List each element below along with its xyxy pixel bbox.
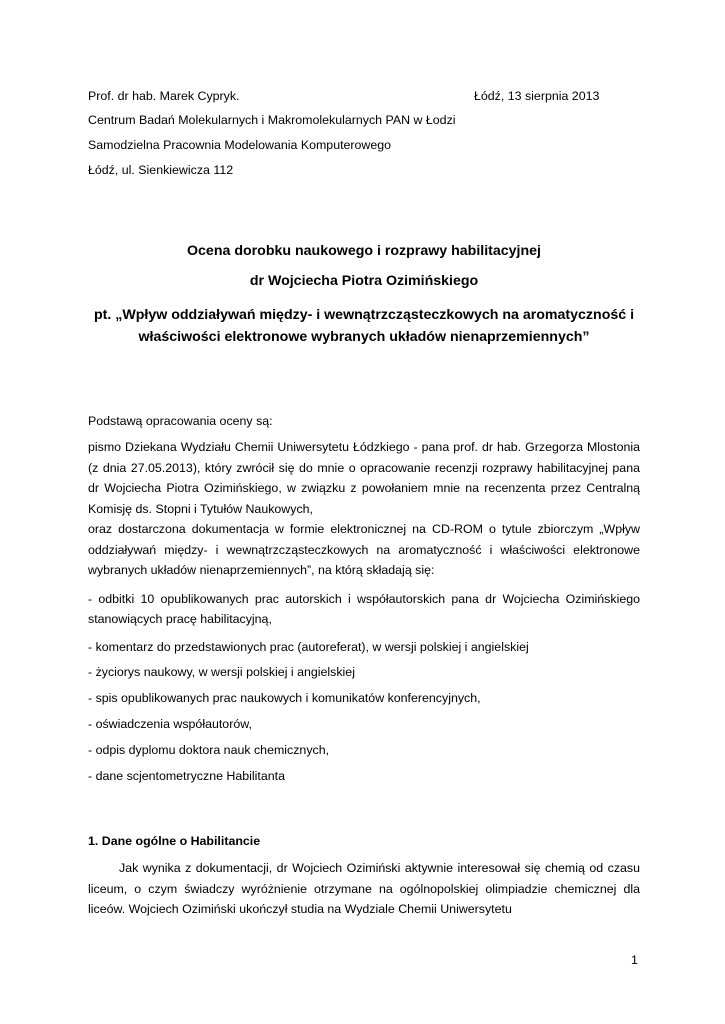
list-item: - odbitki 10 opublikowanych prac autorskich i współautorskich pana dr Wojciecha Ozimińskiego stanowiących pracę habilitacyjną, — [88, 592, 640, 626]
institution: Centrum Badań Molekularnych i Makromolekularnych PAN w Łodzi — [88, 113, 456, 127]
title-line-1: Ocena dorobku naukowego i rozprawy habilitacyjnej — [187, 243, 541, 259]
list-item: - komentarz do przedstawionych prac (autoreferat), w wersji polskiej i angielskiej — [88, 640, 529, 654]
list-item: - oświadczenia współautorów, — [88, 717, 252, 731]
list-item: - dane scjentometryczne Habilitanta — [88, 769, 285, 783]
address: Łódź, ul. Sienkiewicza 112 — [88, 163, 234, 177]
author-name: Prof. dr hab. Marek Cypryk. — [88, 89, 240, 103]
title-line-3: pt. „Wpływ oddziaływań między- i wewnątrzcząsteczkowych na aromatyczność i właściwości elektronowe wybranych układów nienaprzemiennych” — [93, 307, 635, 345]
section-paragraph: Jak wynika z dokumentacji, dr Wojciech Ozimiński aktywnie interesował się chemią od czasu liceum, o czym świadczy wyróżnienie otrzymane na ogólnopolskiej olimpiadzie chemicznej dla liceów. Wojciech Ozimiński ukończył studia na Wydziale Chemii Uniwersytetu — [88, 861, 640, 916]
page-number: 1 — [631, 953, 638, 967]
basis-paragraph-2: oraz dostarczona dokumentacja w formie elektronicznej na CD-ROM o tytule zbiorczym „Wpływ oddziaływań między- i wewnątrzcząsteczkowych na aromatyczność i właściwości elektronowe wybranych układów nienaprzemiennych”, na którą składają się: — [88, 522, 640, 577]
section-heading: 1. Dane ogólne o Habilitancie — [88, 834, 261, 848]
list-item: - spis opublikowanych prac naukowych i komunikatów konferencyjnych, — [88, 691, 481, 705]
basis-intro: Podstawą opracowania oceny są: — [88, 414, 273, 428]
title-line-2: dr Wojciecha Piotra Ozimińskiego — [249, 273, 479, 289]
department: Samodzielna Pracownia Modelowania Komputerowego — [88, 138, 392, 152]
basis-paragraph-1: pismo Dziekana Wydziału Chemii Uniwersytetu Łódzkiego - pana prof. dr hab. Grzegorza Mlostonia (z dnia 27.05.2013), który zwrócił się do mnie o opracowanie recenzji rozprawy habilitacyjnej pana dr Wojciecha Piotra Ozimińskiego, w związku z powołaniem mnie na recenzenta przez Centralną Komisję ds. Stopni i Tytułów Naukowych, — [88, 440, 640, 516]
list-item: - życiorys naukowy, w wersji polskiej i angielskiej — [88, 665, 355, 679]
list-item: - odpis dyplomu doktora nauk chemicznych, — [88, 743, 330, 757]
letter-date: Łódź, 13 sierpnia 2013 — [474, 89, 600, 103]
